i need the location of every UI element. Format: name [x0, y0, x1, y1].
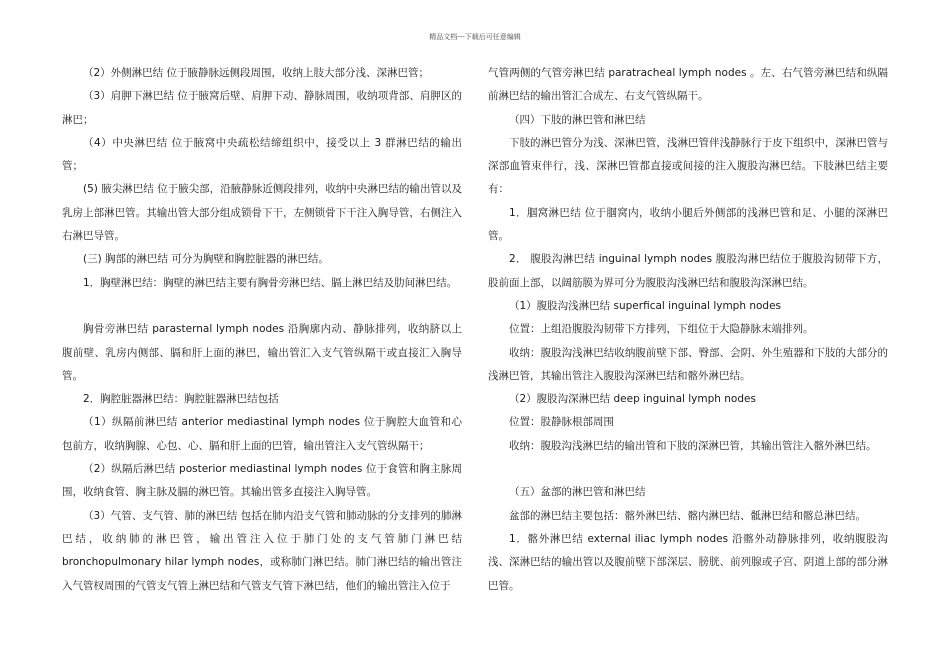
paragraph: （3）气管、支气管、肺的淋巴结 包括在肺内沿支气管和肺动脉的分支排列的肺淋巴结，收纳肺的淋巴管，输出管注入位于肺门处的支气管肺门淋巴结 bronchopulmonary hilar lymph nodes，或称肺门淋巴结。肺门淋巴结的输出管注入气管杈周围的气管支气管上淋巴结和气管支气管下淋巴结，他们的输出管注入位于: [62, 509, 462, 592]
paragraph: （2）外侧淋巴结 位于腋静脉远侧段周围，收纳上肢大部分浅、深淋巴管；: [83, 67, 430, 79]
paragraph: 盆部的淋巴结主要包括：髂外淋巴结、髂内淋巴结、骶淋巴结和髂总淋巴结。: [509, 509, 866, 522]
paragraph: 1．腘窝淋巴结 位于腘窝内，收纳小腿后外侧部的浅淋巴管和足、小腿的深淋巴管。: [488, 206, 888, 243]
paragraph: 下肢的淋巴管分为浅、深淋巴管，浅淋巴管伴浅静脉行于皮下组织中，深淋巴管与深部血管束伴行，浅、深淋巴管都直接或间接的注入腹股沟淋巴结。下肢淋巴结主要有：: [488, 136, 888, 196]
paragraph: (5) 腋尖淋巴结 位于腋尖部，沿腋静脉近侧段排列，收纳中央淋巴结的输出管以及乳房上部淋巴管。其输出管大部分组成锁骨下干，左侧锁骨下干注入胸导管，右侧注入右淋巴导管。: [62, 183, 462, 243]
page-header: 精品文档---下载后可任意编辑: [429, 33, 521, 41]
paragraph: （3）肩胛下淋巴结 位于腋窝后壁、肩胛下动、静脉周围，收纳项背部、肩胛区的淋巴；: [62, 90, 462, 126]
section-heading: （四）下肢的淋巴管和淋巴结: [509, 113, 646, 126]
section-heading: （五）盆部的淋巴管和淋巴结: [509, 486, 646, 499]
paragraph: （1）腹股沟浅淋巴结 superfical inguinal lymph nodes: [509, 299, 782, 312]
paragraph: （4）中央淋巴结 位于腋窝中央疏松结缔组织中，接受以上 3 群淋巴结的输出管；: [62, 136, 462, 173]
spacer: [488, 458, 888, 481]
paragraph: （1）纵隔前淋巴结 anterior mediastinal lymph nodes 位于胸腔大血管和心包前方，收纳胸腺、心包、心、膈和肝上面的巴管，输出管注入支气管纵隔干；: [62, 416, 462, 452]
paragraph: 1．胸壁淋巴结：胸壁的淋巴结主要有胸骨旁淋巴结、膈上淋巴结及肋间淋巴结。: [83, 276, 458, 289]
paragraph: 位置：股静脉根部周围: [509, 416, 614, 429]
paragraph: 收纳：腹股沟浅淋巴结收纳腹前壁下部、臀部、会阴、外生殖器和下肢的大部分的浅淋巴管，其输出管注入腹股沟深淋巴结和髂外淋巴结。: [488, 346, 888, 382]
paragraph: 2．胸腔脏器淋巴结：胸腔脏器淋巴结包括: [83, 393, 279, 406]
spacer: [62, 295, 462, 318]
paragraph: 胸骨旁淋巴结 parasternal lymph nodes 沿胸廓内动、静脉排列，收纳脐以上腹前壁、乳房内侧部、膈和肝上面的淋巴，输出管汇入支气管纵隔干或直接汇入胸导管。: [62, 323, 462, 382]
left-column: [62, 62, 462, 598]
paragraph: 1．髂外淋巴结 external iliac lymph nodes 沿髂外动静脉排列，收纳腹股沟浅、深淋巴结的输出管以及腹前壁下部深层、膀胱、前列腺或子宫、阴道上部的部分淋巴管。: [488, 532, 888, 592]
paragraph: 位置：上组沿腹股沟韧带下方排列，下组位于大隐静脉末端排列。: [509, 323, 814, 336]
right-column: [488, 62, 888, 598]
paragraph: 收纳：腹股沟浅淋巴结的输出管和下肢的深淋巴管，其输出管注入髂外淋巴结。: [509, 439, 877, 452]
paragraph: （2）腹股沟深淋巴结 deep inguinal lymph nodes: [509, 393, 756, 406]
section-heading: (三) 胸部的淋巴结 可分为胸壁和胸腔脏器的淋巴结。: [83, 253, 329, 266]
paragraph: （2）纵隔后淋巴结 posterior mediastinal lymph nodes 位于食管和胸主脉周围，收纳食管、胸主脉及膈的淋巴管。其输出管多直接注入胸导管。: [62, 463, 462, 499]
paragraph: 2． 腹股沟淋巴结 inguinal lymph nodes 腹股沟淋巴结位于腹股沟韧带下方，股前面上部，以阔筋膜为界可分为腹股沟浅淋巴结和腹股沟深淋巴结。: [488, 253, 888, 289]
paragraph: 气管两侧的气管旁淋巴结 paratracheal lymph nodes 。左、右气管旁淋巴结和纵隔前淋巴结的输出管汇合成左、右支气管纵隔干。: [488, 67, 888, 103]
